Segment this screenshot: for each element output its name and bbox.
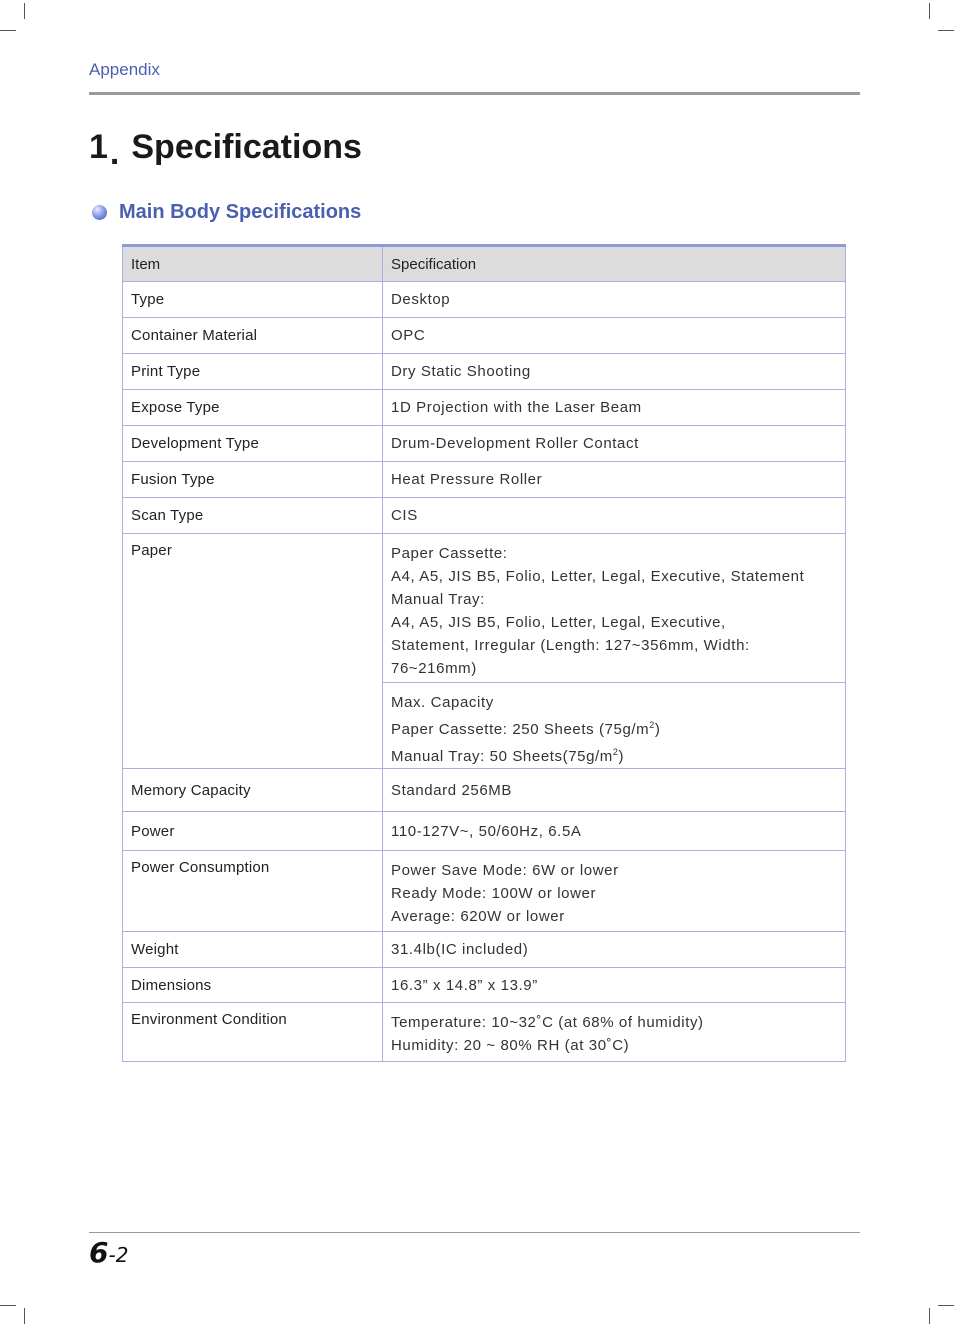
spec-cell bbox=[383, 1003, 846, 1062]
section-label: Appendix bbox=[89, 60, 160, 79]
table-row bbox=[123, 498, 846, 534]
crop-mark bbox=[938, 1305, 954, 1306]
spec-line: Paper Cassette: bbox=[391, 545, 508, 562]
spec-line: Paper Cassette: 250 Sheets $(75g/m^2)$ bbox=[391, 720, 661, 738]
footer-divider bbox=[89, 1232, 860, 1233]
item-cell: Scan Type bbox=[123, 498, 383, 534]
table-row bbox=[123, 282, 846, 318]
table-row bbox=[123, 462, 846, 498]
item-cell: Fusion Type bbox=[123, 462, 383, 498]
spec-line: A4, A5, JIS B5, Folio, Letter, Legal, Executive, bbox=[391, 614, 726, 631]
spec-cell: 31.4lb(IC included) bbox=[383, 932, 846, 968]
spec-cell: 16.3” x 14.8” x 13.9” bbox=[383, 968, 846, 1003]
page-number bbox=[89, 1236, 128, 1269]
spec-cell: 1D Projection with the Laser Beam bbox=[383, 390, 846, 426]
item-cell: Container Material bbox=[123, 318, 383, 354]
table-row bbox=[123, 318, 846, 354]
crop-mark bbox=[0, 1305, 16, 1306]
spec-line: Manual Tray: bbox=[391, 591, 485, 608]
table-row bbox=[123, 968, 846, 1003]
item-cell: Power Consumption bbox=[123, 851, 383, 932]
table-row bbox=[123, 932, 846, 968]
spec-line: Average: 620W or lower bbox=[391, 908, 565, 925]
specifications-table bbox=[122, 244, 846, 1062]
item-cell: Weight bbox=[123, 932, 383, 968]
spec-cell: Desktop bbox=[383, 282, 846, 318]
chapter-number: 6 bbox=[89, 1236, 109, 1269]
item-cell: Dimensions bbox=[123, 968, 383, 1003]
crop-mark bbox=[929, 1308, 930, 1324]
spec-cell: CIS bbox=[383, 498, 846, 534]
spec-line: Statement, Irregular (Length: 127~356mm, Width: bbox=[391, 637, 750, 654]
spec-cell: Drum-Development Roller Contact bbox=[383, 426, 846, 462]
column-header-specification: Specification bbox=[383, 246, 846, 282]
crop-mark bbox=[938, 30, 954, 31]
sphere-bullet-icon bbox=[92, 205, 107, 220]
crop-mark bbox=[24, 3, 25, 19]
item-cell: Paper bbox=[123, 534, 383, 769]
item-cell: Expose Type bbox=[123, 390, 383, 426]
spec-line: Temperature: 10~32˚C (at 68% of humidity) bbox=[391, 1014, 704, 1031]
title-dot: . bbox=[109, 134, 120, 172]
table-row bbox=[123, 354, 846, 390]
crop-mark bbox=[0, 30, 16, 31]
spec-line: Ready Mode: 100W or lower bbox=[391, 885, 597, 902]
title-text: Specifications bbox=[131, 128, 362, 166]
page-suffix: -2 bbox=[108, 1243, 129, 1267]
header-divider bbox=[89, 92, 860, 95]
spec-line: Power Save Mode: 6W or lower bbox=[391, 862, 619, 879]
item-cell: Memory Capacity bbox=[123, 769, 383, 812]
spec-line: 76~216mm) bbox=[391, 660, 477, 677]
spec-cell: Heat Pressure Roller bbox=[383, 462, 846, 498]
spec-cell: OPC bbox=[383, 318, 846, 354]
spec-cell: Dry Static Shooting bbox=[383, 354, 846, 390]
spec-cell bbox=[383, 851, 846, 932]
table-row-power-consumption bbox=[123, 851, 846, 932]
item-cell: Power bbox=[123, 812, 383, 851]
spec-line: Humidity: 20 ~ 80% RH (at 30˚C) bbox=[391, 1037, 630, 1054]
spec-line: Max. Capacity bbox=[391, 694, 494, 711]
spec-cell-paper-sizes bbox=[383, 534, 846, 683]
table-row-paper bbox=[123, 534, 846, 683]
spec-line: A4, A5, JIS B5, Folio, Letter, Legal, Executive, Statement bbox=[391, 568, 805, 585]
crop-mark bbox=[24, 1308, 25, 1324]
table-row bbox=[123, 769, 846, 812]
item-cell: Development Type bbox=[123, 426, 383, 462]
spec-cell-paper-capacity bbox=[383, 683, 846, 769]
item-cell: Print Type bbox=[123, 354, 383, 390]
crop-mark bbox=[929, 3, 930, 19]
section-subtitle bbox=[92, 201, 361, 224]
table-header-row bbox=[123, 246, 846, 282]
item-cell: Environment Condition bbox=[123, 1003, 383, 1062]
table-row bbox=[123, 426, 846, 462]
spec-cell: Standard 256MB bbox=[383, 769, 846, 812]
table-row bbox=[123, 390, 846, 426]
table-row-environment bbox=[123, 1003, 846, 1062]
spec-cell: 110-127V~, 50/60Hz, 6.5A bbox=[383, 812, 846, 851]
subtitle-text: Main Body Specifications bbox=[119, 201, 362, 223]
table-row bbox=[123, 812, 846, 851]
column-header-item: Item bbox=[123, 246, 383, 282]
title-number: 1 bbox=[89, 128, 108, 166]
spec-line: Manual Tray: 50 $Sheets(75g/m^2)$ bbox=[391, 747, 625, 765]
item-cell: Type bbox=[123, 282, 383, 318]
page-title bbox=[89, 128, 362, 172]
